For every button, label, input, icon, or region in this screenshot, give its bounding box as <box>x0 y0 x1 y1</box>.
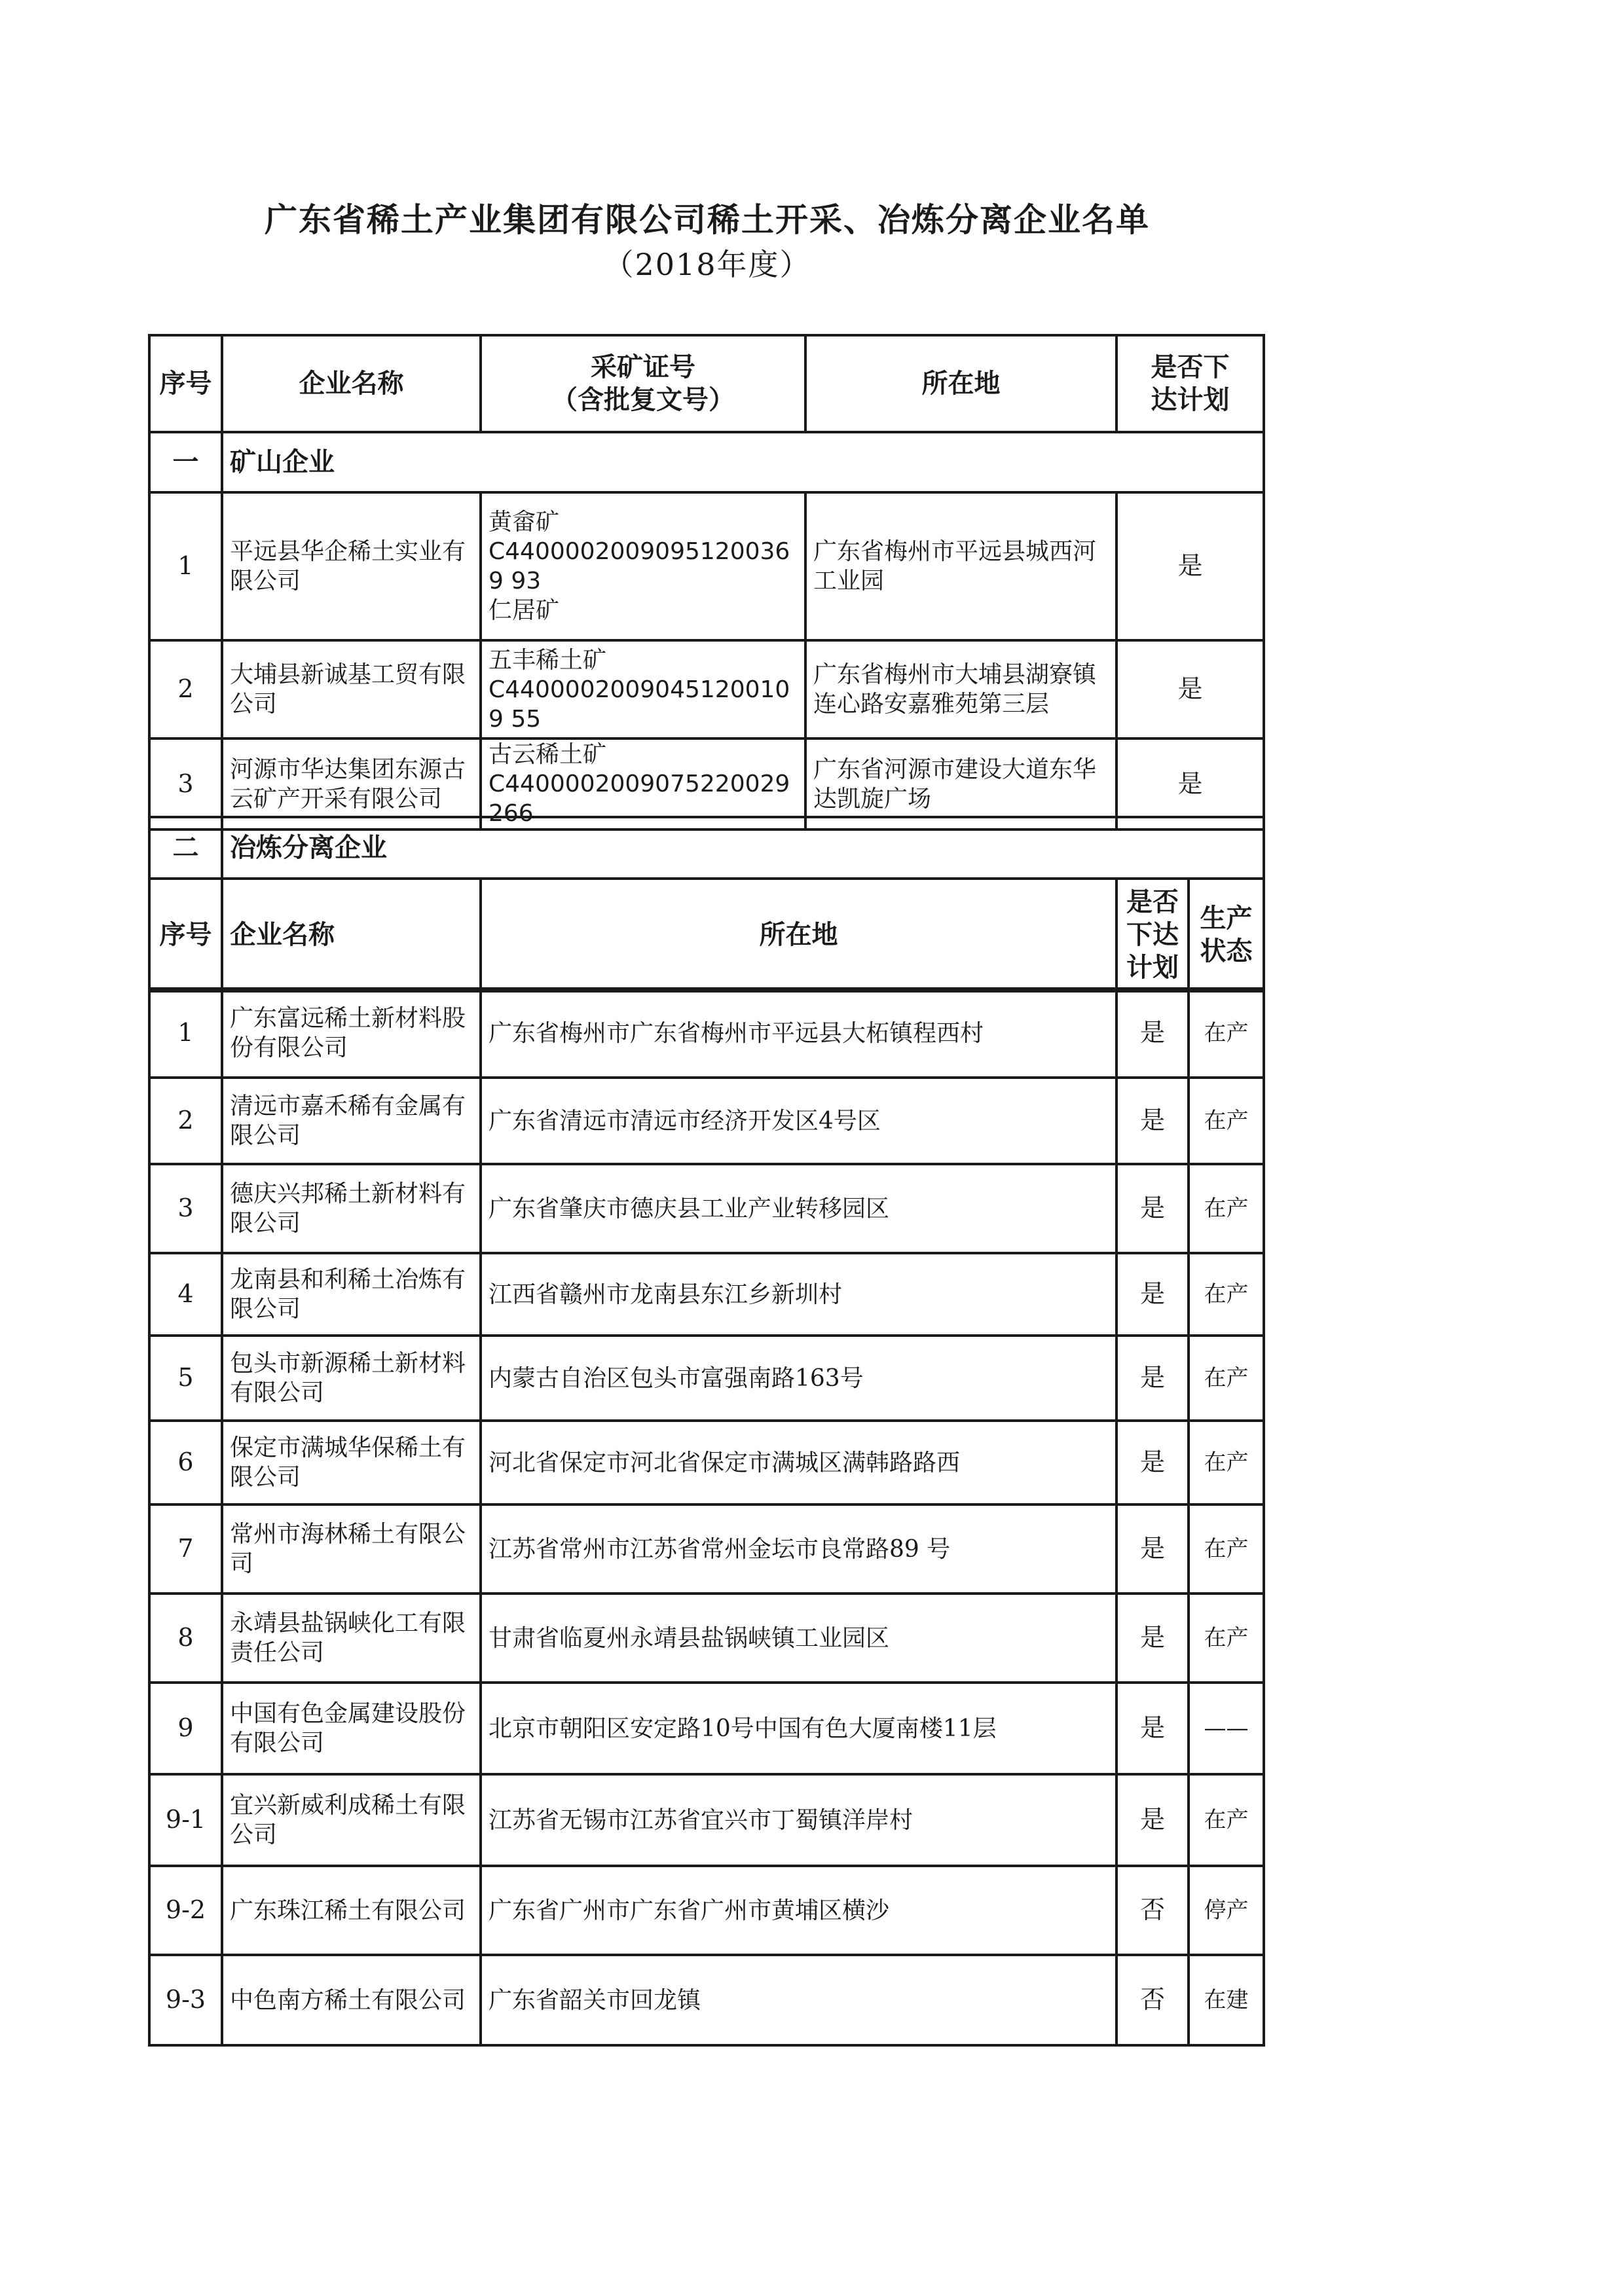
row-license: 古云稀土矿 C4400002009075220029266 <box>481 738 805 829</box>
section-row-mining <box>149 432 1264 492</box>
row-plan: 否 <box>1116 1866 1189 1955</box>
table-row <box>149 1774 1264 1866</box>
header-seq: 序号 <box>149 879 222 991</box>
row-seq: 6 <box>149 1421 222 1504</box>
row-status: 在产 <box>1189 1504 1264 1594</box>
table-row <box>149 640 1264 738</box>
row-plan: 是 <box>1116 1336 1189 1421</box>
row-location: 河北省保定市河北省保定市满城区满韩路路西 <box>481 1421 1116 1504</box>
section-number: 二 <box>149 817 222 879</box>
row-seq: 9 <box>149 1683 222 1774</box>
smelting-enterprises-rows <box>148 987 1265 2047</box>
row-company-name: 德庆兴邦稀土新材料有限公司 <box>222 1164 481 1253</box>
header-seq: 序号 <box>149 335 222 432</box>
row-location: 广东省梅州市广东省梅州市平远县大柘镇程西村 <box>481 989 1116 1078</box>
row-location: 广东省广州市广东省广州市黄埔区横沙 <box>481 1866 1116 1955</box>
row-seq: 1 <box>149 989 222 1078</box>
row-company-name: 清远市嘉禾稀有金属有限公司 <box>222 1078 481 1164</box>
row-location: 江西省赣州市龙南县东江乡新圳村 <box>481 1253 1116 1336</box>
row-plan: 否 <box>1116 1955 1189 2045</box>
row-company-name: 宜兴新威利成稀土有限公司 <box>222 1774 481 1866</box>
table-row <box>149 1683 1264 1774</box>
document-subtitle: （2018年度） <box>603 247 811 282</box>
header-status: 生产 状态 <box>1189 879 1264 991</box>
section-row-smelting <box>149 817 1264 879</box>
row-company-name: 中国有色金属建设股份有限公司 <box>222 1683 481 1774</box>
row-plan: 是 <box>1116 640 1264 738</box>
row-plan: 是 <box>1116 738 1264 829</box>
row-status: 在产 <box>1189 1164 1264 1253</box>
table-row <box>149 1866 1264 1955</box>
smelting-enterprises-table <box>148 816 1265 993</box>
table-row <box>149 1164 1264 1253</box>
row-plan: 是 <box>1116 1253 1189 1336</box>
row-location: 广东省梅州市平远县城西河工业园 <box>805 492 1116 640</box>
row-location: 甘肃省临夏州永靖县盐锅峡镇工业园区 <box>481 1594 1116 1683</box>
section-label: 矿山企业 <box>222 432 1264 492</box>
row-plan: 是 <box>1116 1594 1189 1683</box>
row-status: —— <box>1189 1683 1264 1774</box>
row-seq: 1 <box>149 492 222 640</box>
table-row <box>149 1504 1264 1594</box>
mining-enterprises-table <box>148 334 1265 831</box>
row-plan: 是 <box>1116 1683 1189 1774</box>
row-seq: 4 <box>149 1253 222 1336</box>
row-seq: 9-3 <box>149 1955 222 2045</box>
row-status: 在产 <box>1189 1594 1264 1683</box>
row-status: 停产 <box>1189 1866 1264 1955</box>
row-company-name: 中色南方稀土有限公司 <box>222 1955 481 2045</box>
row-plan: 是 <box>1116 1164 1189 1253</box>
table1-header-row <box>149 335 1264 432</box>
row-status: 在产 <box>1189 1421 1264 1504</box>
row-seq: 9-2 <box>149 1866 222 1955</box>
table-row <box>149 989 1264 1078</box>
header-location: 所在地 <box>805 335 1116 432</box>
table2-header-row <box>149 879 1264 991</box>
table-row <box>149 1955 1264 2045</box>
row-plan: 是 <box>1116 1421 1189 1504</box>
row-seq: 5 <box>149 1336 222 1421</box>
row-company-name: 龙南县和利稀土冶炼有限公司 <box>222 1253 481 1336</box>
row-plan: 是 <box>1116 1504 1189 1594</box>
row-plan: 是 <box>1116 492 1264 640</box>
row-company-name: 永靖县盐锅峡化工有限责任公司 <box>222 1594 481 1683</box>
header-plan: 是否 下达 计划 <box>1116 879 1189 991</box>
header-license: 采矿证号 （含批复文号） <box>481 335 805 432</box>
row-location: 江苏省无锡市江苏省宜兴市丁蜀镇洋岸村 <box>481 1774 1116 1866</box>
table-row <box>149 1336 1264 1421</box>
header-company-name: 企业名称 <box>222 879 481 991</box>
header-company-name: 企业名称 <box>222 335 481 432</box>
row-seq: 3 <box>149 738 222 829</box>
row-plan: 是 <box>1116 1078 1189 1164</box>
row-license: 黄畲矿 C44000020090951200369 93 仁居矿 <box>481 492 805 640</box>
row-location: 江苏省常州市江苏省常州金坛市良常路89 号 <box>481 1504 1116 1594</box>
row-company-name: 河源市华达集团东源古云矿产开采有限公司 <box>222 738 481 829</box>
row-seq: 3 <box>149 1164 222 1253</box>
row-status: 在产 <box>1189 1774 1264 1866</box>
row-status: 在产 <box>1189 1336 1264 1421</box>
row-seq: 2 <box>149 640 222 738</box>
table-row <box>149 492 1264 640</box>
row-location: 广东省梅州市大埔县湖寮镇连心路安嘉雅苑第三层 <box>805 640 1116 738</box>
row-location: 广东省河源市建设大道东华达凯旋广场 <box>805 738 1116 829</box>
row-company-name: 广东珠江稀土有限公司 <box>222 1866 481 1955</box>
section-label: 冶炼分离企业 <box>222 817 1264 879</box>
row-location: 内蒙古自治区包头市富强南路163号 <box>481 1336 1116 1421</box>
row-location: 北京市朝阳区安定路10号中国有色大厦南楼11层 <box>481 1683 1116 1774</box>
document-title: 广东省稀土产业集团有限公司稀土开采、冶炼分离企业名单 <box>265 201 1150 239</box>
table-row <box>149 1594 1264 1683</box>
row-license: 五丰稀土矿 C44000020090451200109 55 <box>481 640 805 738</box>
row-location: 广东省肇庆市德庆县工业产业转移园区 <box>481 1164 1116 1253</box>
row-location: 广东省韶关市回龙镇 <box>481 1955 1116 2045</box>
table-row <box>149 1078 1264 1164</box>
header-location: 所在地 <box>481 879 1116 991</box>
row-location: 广东省清远市清远市经济开发区4号区 <box>481 1078 1116 1164</box>
row-seq: 7 <box>149 1504 222 1594</box>
row-company-name: 保定市满城华保稀土有限公司 <box>222 1421 481 1504</box>
row-company-name: 大埔县新诚基工贸有限公司 <box>222 640 481 738</box>
row-status: 在建 <box>1189 1955 1264 2045</box>
row-status: 在产 <box>1189 1253 1264 1336</box>
row-plan: 是 <box>1116 1774 1189 1866</box>
table-row <box>149 1421 1264 1504</box>
row-seq: 8 <box>149 1594 222 1683</box>
row-seq: 2 <box>149 1078 222 1164</box>
row-plan: 是 <box>1116 989 1189 1078</box>
row-status: 在产 <box>1189 989 1264 1078</box>
row-company-name: 平远县华企稀土实业有限公司 <box>222 492 481 640</box>
header-plan: 是否下 达计划 <box>1116 335 1264 432</box>
table-row <box>149 1253 1264 1336</box>
row-status: 在产 <box>1189 1078 1264 1164</box>
row-seq: 9-1 <box>149 1774 222 1866</box>
section-number: 一 <box>149 432 222 492</box>
row-company-name: 常州市海林稀土有限公司 <box>222 1504 481 1594</box>
row-company-name: 包头市新源稀土新材料有限公司 <box>222 1336 481 1421</box>
row-company-name: 广东富远稀土新材料股份有限公司 <box>222 989 481 1078</box>
